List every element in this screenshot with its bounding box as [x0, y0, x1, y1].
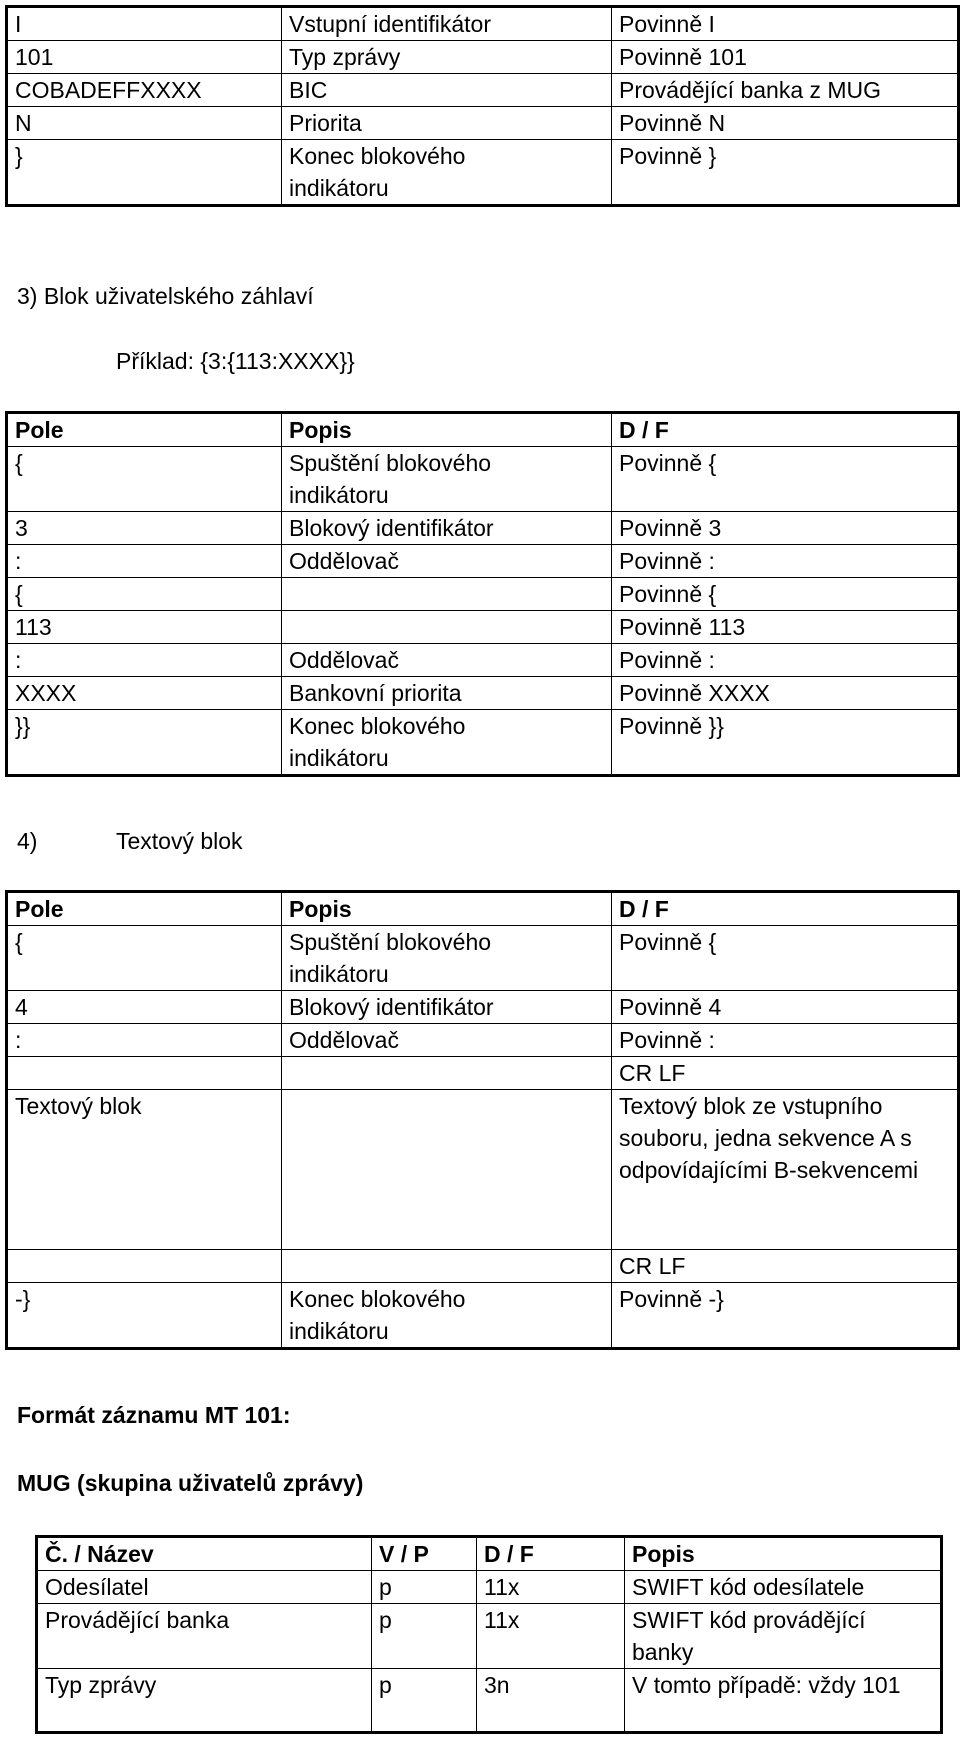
cell-description — [282, 578, 612, 611]
cell-name: Provádějící banka — [37, 1604, 372, 1669]
cell-requirement: Povinně -} — [612, 1283, 959, 1349]
header-cell: Pole — [7, 892, 282, 926]
table-row — [7, 545, 959, 578]
cell-requirement: Povinně I — [612, 7, 959, 41]
cell-required: p — [372, 1571, 477, 1604]
table-row — [7, 1057, 959, 1090]
table-header-row — [37, 1537, 942, 1571]
cell-format: 3n — [477, 1669, 625, 1733]
cell-requirement: Povinně 4 — [612, 991, 959, 1024]
cell-field: : — [7, 545, 282, 578]
table-row — [7, 1024, 959, 1057]
cell-description: Priorita — [282, 107, 612, 140]
cell-field: Textový blok — [7, 1090, 282, 1250]
cell-description: SWIFT kód provádějící banky — [625, 1604, 942, 1669]
cell-description: Oddělovač — [282, 1024, 612, 1057]
cell-requirement: Povinně XXXX — [612, 677, 959, 710]
cell-requirement: Provádějící banka z MUG — [612, 74, 959, 107]
section-3-heading: 3) Blok uživatelského záhlaví — [17, 283, 314, 309]
cell-requirement: Povinně 101 — [612, 41, 959, 74]
cell-description: Bankovní priorita — [282, 677, 612, 710]
table-row — [37, 1571, 942, 1604]
header-cell: Popis — [625, 1537, 942, 1571]
cell-requirement: Povinně }} — [612, 710, 959, 776]
cell-requirement: Povinně { — [612, 447, 959, 512]
cell-requirement: Povinně : — [612, 644, 959, 677]
table-row — [7, 926, 959, 991]
cell-field — [7, 1250, 282, 1283]
cell-name: Odesílatel — [37, 1571, 372, 1604]
table-row — [7, 74, 959, 107]
section-4-number: 4) — [17, 828, 38, 854]
cell-format: 11x — [477, 1604, 625, 1669]
cell-field: }} — [7, 710, 282, 776]
cell-requirement: Povinně 3 — [612, 512, 959, 545]
cell-requirement: Povinně N — [612, 107, 959, 140]
table-user-header — [5, 411, 960, 777]
cell-description — [282, 1057, 612, 1090]
cell-requirement: Povinně : — [612, 545, 959, 578]
table-row — [7, 7, 959, 41]
cell-description: Blokový identifikátor — [282, 991, 612, 1024]
cell-description: SWIFT kód odesílatele — [625, 1571, 942, 1604]
table-header-row — [7, 413, 959, 447]
table-block-header — [5, 5, 960, 207]
cell-description: BIC — [282, 74, 612, 107]
cell-requirement: Povinně 113 — [612, 611, 959, 644]
cell-field: 3 — [7, 512, 282, 545]
cell-description — [282, 611, 612, 644]
header-cell: D / F — [477, 1537, 625, 1571]
cell-field: I — [7, 7, 282, 41]
cell-description — [282, 1090, 612, 1250]
table-row — [7, 991, 959, 1024]
table-row — [7, 140, 959, 206]
cell-requirement: CR LF — [612, 1057, 959, 1090]
cell-required: p — [372, 1669, 477, 1733]
cell-format: 11x — [477, 1571, 625, 1604]
cell-requirement: Povinně { — [612, 578, 959, 611]
cell-field: : — [7, 1024, 282, 1057]
cell-description: Konec blokového indikátoru — [282, 140, 612, 206]
header-cell: D / F — [612, 413, 959, 447]
cell-requirement: Povinně : — [612, 1024, 959, 1057]
table-row — [37, 1669, 942, 1733]
cell-description: Spuštění blokového indikátoru — [282, 447, 612, 512]
header-cell: Popis — [282, 892, 612, 926]
header-cell: Popis — [282, 413, 612, 447]
cell-field: COBADEFFXXXX — [7, 74, 282, 107]
cell-requirement: Povinně } — [612, 140, 959, 206]
cell-field: 113 — [7, 611, 282, 644]
cell-description: Spuštění blokového indikátoru — [282, 926, 612, 991]
table-row — [7, 1283, 959, 1349]
table-row — [7, 644, 959, 677]
table-row — [7, 512, 959, 545]
table-header-row — [7, 892, 959, 926]
section-3-example: Příklad: {3:{113:XXXX}} — [116, 348, 355, 374]
cell-description: Oddělovač — [282, 644, 612, 677]
header-cell: Pole — [7, 413, 282, 447]
table-row — [7, 1090, 959, 1250]
cell-description: Oddělovač — [282, 545, 612, 578]
cell-field: 4 — [7, 991, 282, 1024]
cell-field — [7, 1057, 282, 1090]
cell-field: } — [7, 140, 282, 206]
cell-requirement: CR LF — [612, 1250, 959, 1283]
table-row — [7, 578, 959, 611]
section-4-heading: Textový blok — [116, 828, 243, 854]
cell-field: -} — [7, 1283, 282, 1349]
table-row — [7, 107, 959, 140]
header-cell: D / F — [612, 892, 959, 926]
cell-field: N — [7, 107, 282, 140]
cell-name: Typ zprávy — [37, 1669, 372, 1733]
table-row — [7, 41, 959, 74]
header-cell: Č. / Název — [37, 1537, 372, 1571]
cell-description: Typ zprávy — [282, 41, 612, 74]
cell-field: : — [7, 644, 282, 677]
cell-description: Konec blokového indikátoru — [282, 1283, 612, 1349]
cell-field: { — [7, 926, 282, 991]
cell-description: Konec blokového indikátoru — [282, 710, 612, 776]
cell-field: { — [7, 578, 282, 611]
cell-description: Blokový identifikátor — [282, 512, 612, 545]
table-row — [7, 677, 959, 710]
table-mug — [35, 1535, 943, 1734]
table-row — [7, 447, 959, 512]
cell-field: XXXX — [7, 677, 282, 710]
cell-required: p — [372, 1604, 477, 1669]
cell-description: V tomto případě: vždy 101 — [625, 1669, 942, 1733]
cell-field: 101 — [7, 41, 282, 74]
cell-description: Vstupní identifikátor — [282, 7, 612, 41]
table-row — [7, 611, 959, 644]
header-cell: V / P — [372, 1537, 477, 1571]
cell-description — [282, 1250, 612, 1283]
mug-heading: MUG (skupina uživatelů zprávy) — [17, 1470, 364, 1496]
cell-requirement: Povinně { — [612, 926, 959, 991]
table-text-block — [5, 890, 960, 1350]
format-heading: Formát záznamu MT 101: — [17, 1402, 291, 1428]
cell-field: { — [7, 447, 282, 512]
cell-requirement: Textový blok ze vstupního souboru, jedna sekvence A s odpovídajícími B-sekvencemi — [612, 1090, 959, 1250]
table-row — [7, 1250, 959, 1283]
table-row — [37, 1604, 942, 1669]
table-row — [7, 710, 959, 776]
